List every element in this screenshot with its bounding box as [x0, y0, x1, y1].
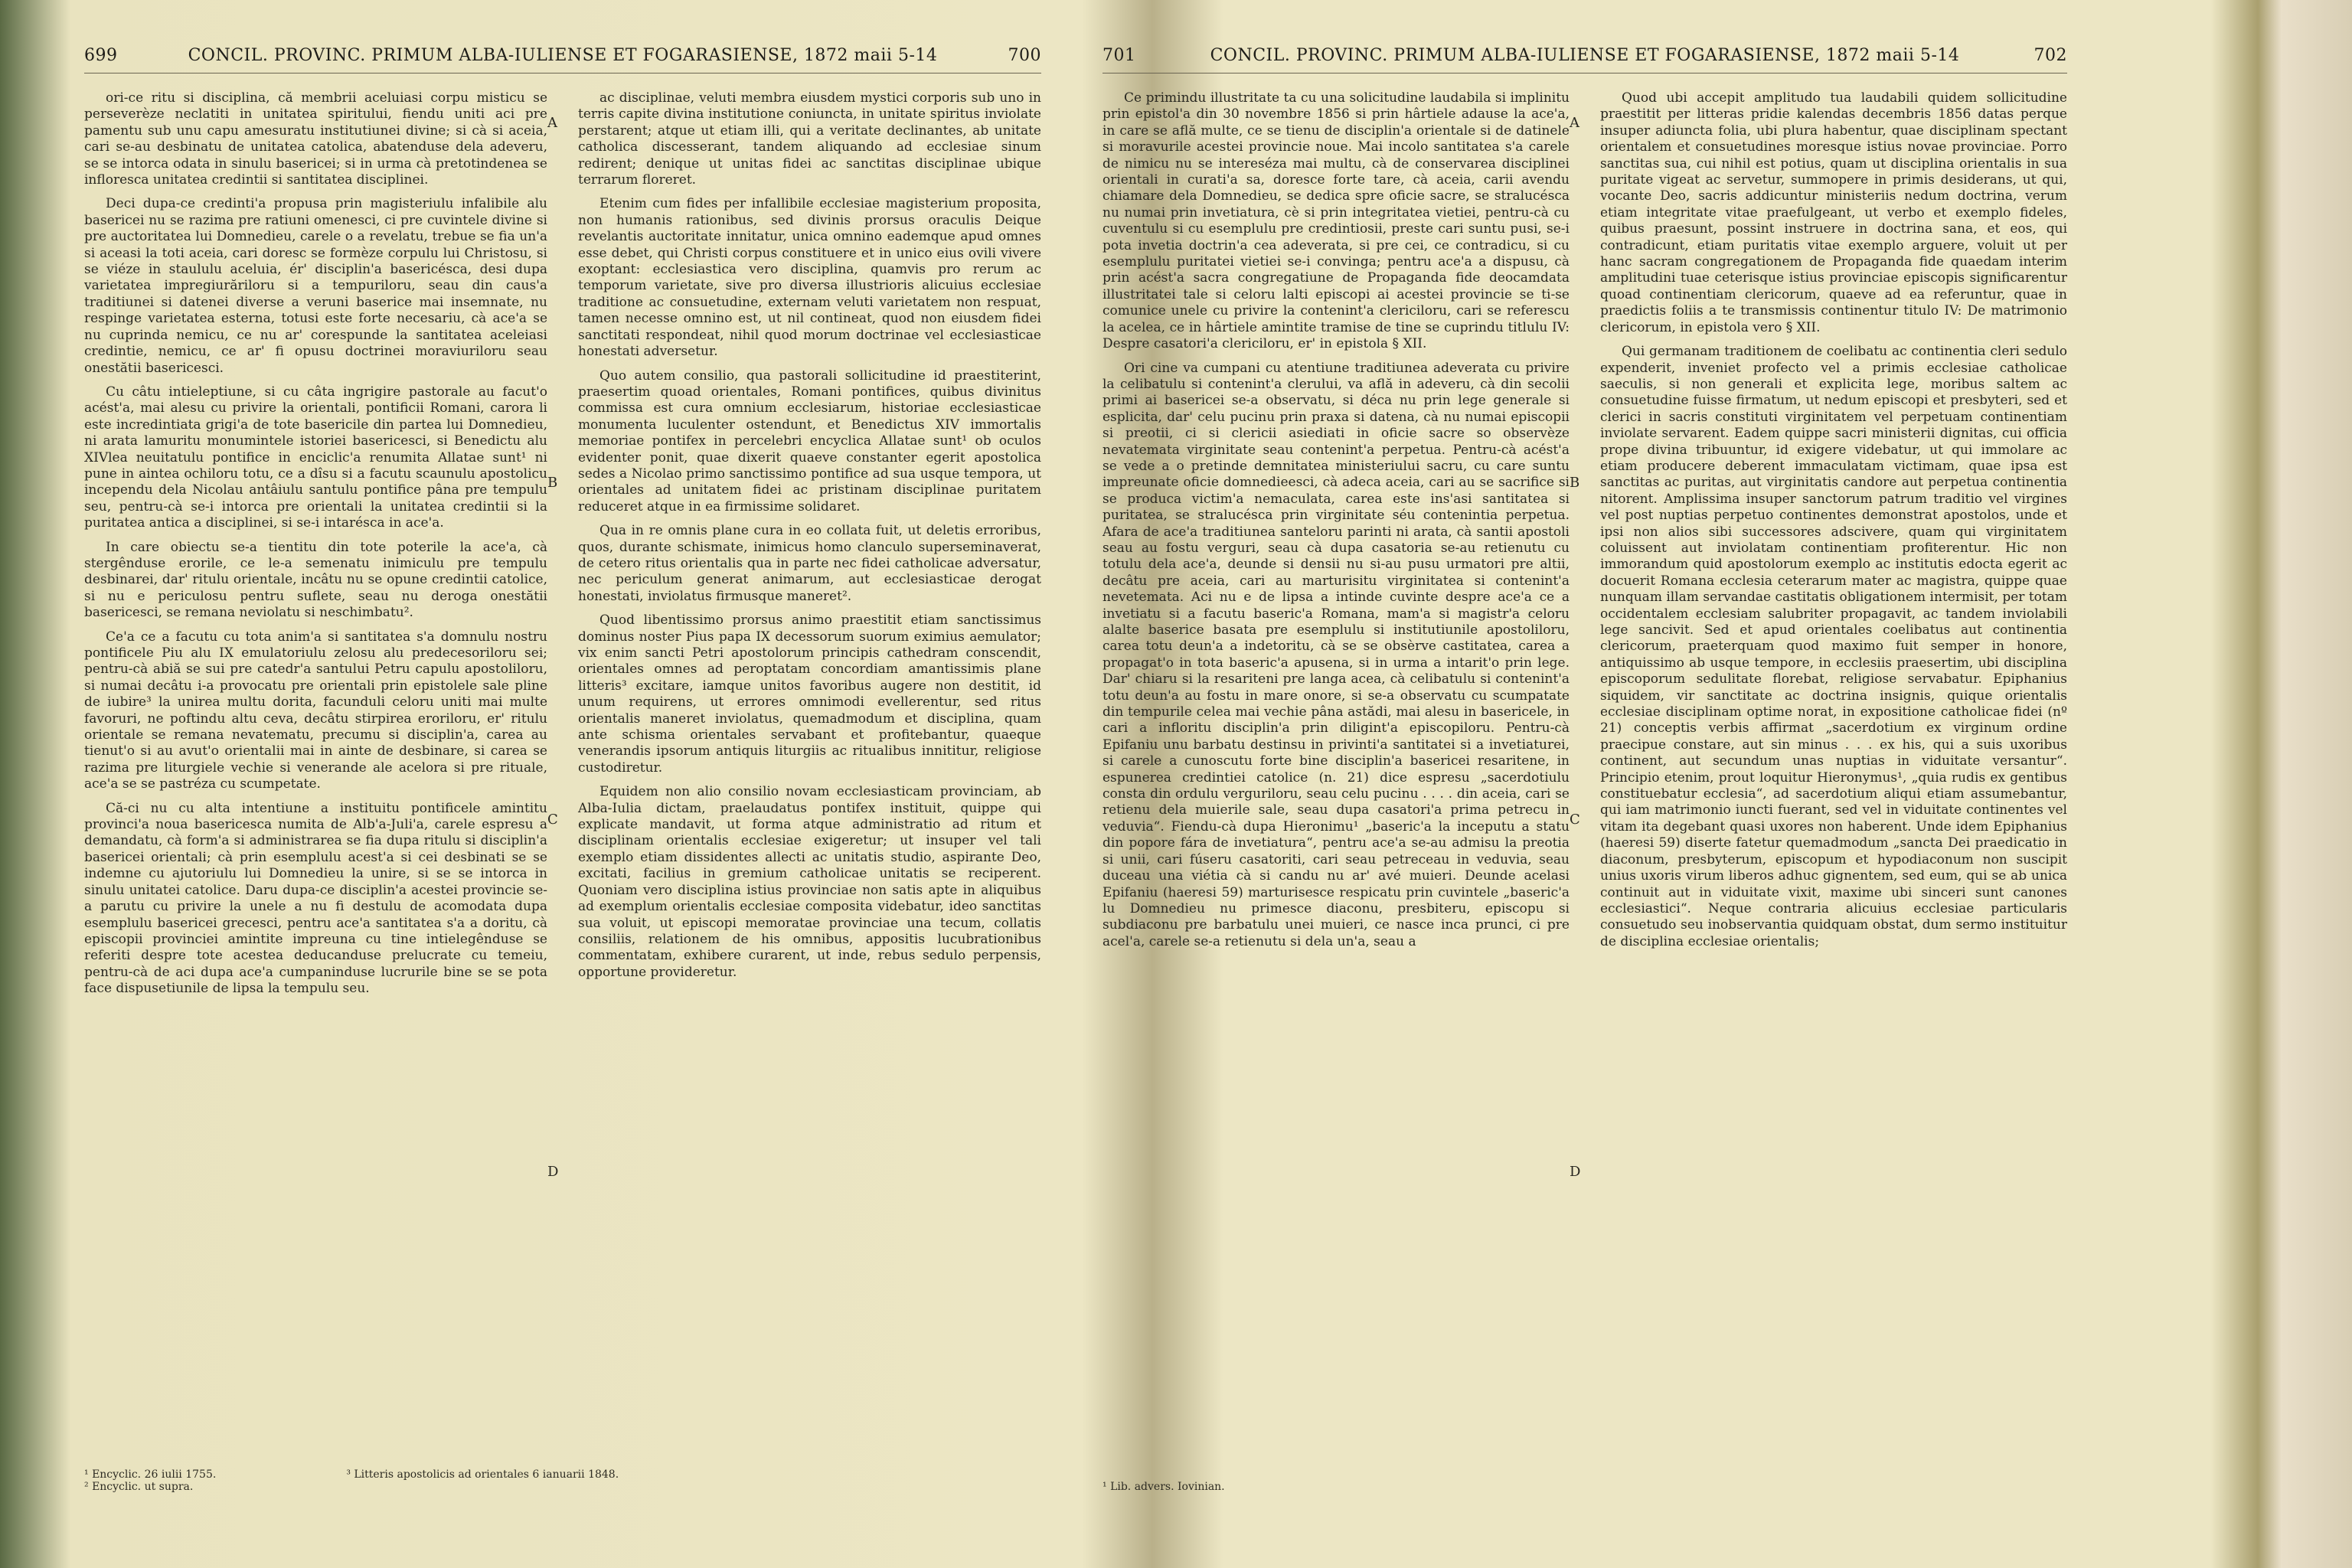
margin-letter: A: [1570, 115, 1579, 131]
paragraph: Ce primindu illustritate ta cu una solicitudine laudabila si implinitu prin epistol'a din 30 novembre 1856 si prin hârtiele adause la ace'a, in care se află multe, ce se tienu de disciplin'a orientale si de datinele si moravurile acestei provincie noue. Mai incolo santitatea s'a carele de nimicu nu se intereséza mai multu, cà de conservarea disciplinei orientali in curati'a sa, doresce forte tare, cà aceia, carii avendu chiamare dela Domnedieu, se dedica spre oficie sacre, se stralucésca nu numai prin invetiatura, cè si prin integritatea vietiei, pentru-cà cu cuventulu si cu esemplulu pre credintiosii, preste cari suntu pusi, se-i pota invetia doctrin'a cea adeverata, si pre cei, ce contradicu, si cu esemplulu puritatei vietiei se-i convinga; pentru ace'a a dispusu, cà prin acést'a sacra congregatiune de Propaganda fide deocamdata illustritatei tale si celoru lalti episcopi ai acestei provincie se ti-se comunice unele cu privire la contenint'a clericiloru, cari se referescu la acelea, ce in hârtiele amintite tramise de tine se cuprindu titlulu IV: Despre casatori'a clericiloru, er' in epistola § XII.: [1102, 90, 1570, 352]
footnote: ² Encyclic. ut supra.: [84, 1481, 194, 1493]
latin-column: [1600, 90, 2067, 958]
margin-letter: C: [547, 812, 558, 828]
footnote: ¹ Encyclic. 26 iulii 1755.: [84, 1468, 217, 1481]
latin-column: [578, 90, 1041, 1005]
page-number: 702: [2034, 46, 2067, 65]
page-number: 700: [1008, 46, 1041, 65]
left-columns: [84, 90, 1041, 1005]
footnote: ³ Litteris apostolicis ad orientales 6 ianuarii 1848.: [346, 1468, 619, 1481]
margin-letter: B: [1570, 475, 1580, 491]
page-number: 701: [1102, 46, 1136, 65]
footnotes: [84, 1468, 619, 1493]
margin-letter: D: [1570, 1164, 1581, 1180]
paragraph: Equidem non alio consilio novam ecclesiasticam provinciam, ab Alba-Iulia dictam, praelaudatus pontifex instituit, quippe qui explicate mandavit, ut forma atque administratio ad ritum et disciplinam orientalis ecclesiae exigeretur; ut insuper vel tali exemplo etiam dissidentes allecti ac unitatis studio, aspirante Deo, excitati, facilius in gremium catholicae unitatis se reciperent. Quoniam vero disciplina istius provinciae non satis apte in aliquibus ad exemplum orientalis ecclesiae composita videbatur, ideo sanctitas sua voluit, ut episcopi memoratae provinciae una tecum, collatis consiliis, relationem de his omnibus, appositis lucubrationibus commentatam, exhibere curarent, ut inde, rebus sedulo perpensis, opportune provideretur.: [578, 784, 1041, 980]
paragraph: Etenim cum fides per infallibile ecclesiae magisterium proposita, non humanis rationibus, sed divinis prorsus oraculis Deique revelantis auctoritate innitatur, unica omnino eademque apud omnes esse debet, qui Christi corpus constituere et in unico eius ovili vivere exoptant: ecclesiastica vero disciplina, quamvis pro rerum ac temporum varietate, sive pro diversa illustrioris alicuius ecclesiae traditione ac consuetudine, externam veluti varietatem non respuat, tamen necesse omnino est, ut nil contineat, quod non eiusdem fidei sanctitati respondeat, nihil quod morum doctrinae vel ecclesiasticae honestati adversetur.: [578, 196, 1041, 360]
paragraph: In care obiectu se-a tientitu din tote poterile la ace'a, cà stergênduse erorile, ce le-a semenatu inimiculu pre tempulu desbinarei, dar' ritulu orientale, incâtu nu se opune credintii catolice, si nu e periculosu pentru suflete, seau nu deroga onestătii basericesci, se remana neviolatu si neschimbatu².: [84, 539, 547, 621]
margin-letter: A: [547, 115, 557, 131]
paragraph: Că-ci nu cu alta intentiune a instituitu pontificele amintitu provinci'a noua basericesca numita de Alb'a-Juli'a, carele espresu a demandatu, cà form'a si administrarea se fia dupa ritulu si disciplin'a basericei orientali; cà prin esemplulu acest'a si cei desbinati se se indemne cu ajutoriulu lui Domnedieu la unire, si se se intorca in sinulu unitatei catolice. Daru dupa-ce disciplin'a acestei provincie se-a parutu cu privire la unele a nu fi destulu de acomodata dupa esemplulu basericei grecesci, pentru ace'a santitatea s'a a doritu, cà episcopii provinciei amintite impreuna cu tine intielegênduse se referiti despre tote acestea deducanduse prelucrate cu temeiu, pentru-cà de aci dupa ace'a cumpaninduse lucrurile bine se se pota face dispusetiunile de lipsa la tempulu seu.: [84, 800, 547, 997]
left-running-head: [84, 46, 1041, 74]
paragraph: Cu câtu intieleptiune, si cu câta ingrigire pastorale au facut'o acést'a, mai alesu cu privire la orientali, pontificii Romani, carora li este incredintiata grigi'a de tote basericile din partea lui Domnedieu, ni arata lamuritu monumintele istoriei basericesci, si Benedictu alu XIVlea neuitatulu pontifice in enciclic'a renumita Allatae sunt¹ ni pune in aintea ochiloru totu, ce a dîsu si a facutu scaunulu apostolicu incependu dela Nicolau antâiulu santulu pontifice pâna pre tempulu seu, pentru-cà se-i intorca pre orientali la unitatea credintii si la puritatea antica a disciplinei, si se-i intarésca in ace'a.: [84, 384, 547, 531]
paragraph: Quod ubi accepit amplitudo tua laudabili quidem sollicitudine praestitit per litteras pridie kalendas decembris 1856 datas perque insuper adiuncta folia, ubi plura habentur, quae disciplinam spectant orientalem et consuetudines moresque istius novae provinciae. Porro sanctitas sua, cui nihil est potius, quam ut disciplina orientalis in sua puritate vigeat ac servetur, summopere in primis desiderans, ut qui, vocante Deo, sacris addicuntur ministeriis nedum doctrina, verum etiam integritate vitae praefulgeant, ut verbo et exemplo fideles, quibus praesunt, possint instruere in doctrina sana, et eos, qui contradicunt, etiam puritatis vitae exemplo arguere, voluit ut per hanc sacram congregationem de Propaganda fide quaedam interim amplitudini tuae ceterisque istius provinciae episcopis significarentur quoad continentiam clericorum, quaeve ad ea referuntur, quae in praedictis foliis a te transmissis continentur titulo IV: De matrimonio clericorum, in epistola vero § XII.: [1600, 90, 2067, 335]
paragraph: Quod libentissimo prorsus animo praestitit etiam sanctissimus dominus noster Pius papa IX decessorum suorum eximius aemulator; vix enim sancti Petri apostolorum principis cathedram conscendit, orientales omnes ad peroptatam concordiam amantissimis plane litteris³ excitare, iamque unitos favoribus augere non destitit, id unum requirens, ut errores omnimodi evellerentur, sed ritus orientalis maneret inviolatus, quemadmodum et disciplina, quam ante schisma orientales servabant et profitebantur, quaeque venerandis ipsorum antiquis liturgiis ac ritualibus innititur, religiose custodiretur.: [578, 612, 1041, 776]
running-title: CONCIL. PROVINC. PRIMUM ALBA-IULIENSE ET FOGARASIENSE, 1872 maii 5-14: [188, 46, 938, 65]
paragraph: Qui germanam traditionem de coelibatu ac continentia cleri sedulo expenderit, inveniet profecto vel a primis ecclesiae catholicae saeculis, si non generali et explicita lege, moribus saltem ac consuetudine fuisse firmatum, ut nedum episcopi et presbyteri, sed et clerici in sacris constituti virginitatem vel perpetuam continentiam inviolate servarent. Eadem quippe sacri ministerii dignitas, cui officia prope divina tribuuntur, id exigere videbatur, ut qui immolare ac etiam producere deberent immaculatam victimam, quae ipsa est sanctitas ac puritas, aut virginitatis candore aut perpetua continentia nitorent. Amplissima insuper sanctorum patrum traditio vel virgines vel post nuptias perpetuo continentes demonstrat apostolos, unde et ipsi non alios sibi successores adscivere, quam qui virginitatem coluissent aut inviolatam continentiam profiterentur. Hic non immorandum quid apostolorum exemplo ac institutis edocta egerit ac docuerit Romana ecclesia ceterarum mater ac magistra, quippe quae nunquam illam servandae castitatis obligationem intermisit, per totam occidentalem ecclesiam salubriter propagavit, ac tandem inviolabili lege sancivit. Sed et apud orientales coelibatus aut continentia clericorum, praeterquam quod maximo fuit semper in honore, antiquissimo ab usque tempore, in ecclesiis praesertim, ubi disciplina episcoporum sedulitate florebat, religiose servabatur. Epiphanius siquidem, vir sanctitate ac doctrina insignis, quique orientalis ecclesiae disciplinam optime norat, in expositione catholicae fidei (nº 21) conceptis verbis affirmat „sacerdotium ex virginum ordine praecipue constare, aut sin minus . . . ex his, qui a suis uxoribus continent, aut secundum unas nuptias in viduitate versantur“. Principio etenim, prout loquitur Hieronymus¹, „quia rudis ex gentibus constituebatur ecclesia“, ad sacerdotium aliqui etiam assumebantur, qui iam matrimonio iuncti fuerant, sed vel in viduitate continentes vel vitam ita degebant quasi uxores non haberent. Unde idem Epiphanius (haeresi 59) diserte fatetur quemadmodum „sancta Dei praedicatio in diaconum, presbyterum, episcopum et hypodiaconum non suscipit unius uxoris virum liberos adhuc gignentem, sed eum, qui se ab unica continuit aut in viduitate vixit, maxime ubi sinceri sunt canones ecclesiastici“. Neque contraria alicuius ecclesiae particularis consuetudo seu inobservantia quidquam obstat, dum sermo instituitur de disciplina ecclesiae orientalis;: [1600, 344, 2067, 949]
footnote: ¹ Lib. advers. Iovinian.: [1102, 1481, 1225, 1493]
romanian-column: [1102, 90, 1570, 958]
page-number: 699: [84, 46, 118, 65]
paragraph: Ori cine va cumpani cu atentiune traditiunea adeverata cu privire la celibatulu si contenint'a clerului, va află in adeveru, cà din secolii primi ai basericei se-a observatu, si déca nu prin lege generale si esplicita, dar' celu pucinu prin praxa si datena, cà nu numai episcopii si preotii, ci si clericii asiediati in oficie sacre so observèze nevatemata virginitate seau contenint'a perpetua. Pentru-cà acést'a se vede a o pretinde demnitatea ministeriului sacru, cu care suntu impreunate oficie domnedieesci, cà adeca aceia, cari au se sacrifice si se produca victim'a nemaculata, carea este ins'asi santitatea si puritatea, se stralucésca prin virginitate séu contenintia perpetua. Afara de ace'a traditiunea santeloru parinti ni arata, cà santii apostoli seau au fostu verguri, seau cà dupa casatoria se-au retienutu cu totulu dela ace'a, deunde si densii nu si-au pusu urmatori pre altii, decâtu pre aceia, cari au marturisitu virginitatea si contenint'a nevetemata. Aci nu e de lipsa a intinde cuvinte despre ace'a ce a invetiatu si a facutu baseric'a Romana, mam'a si magistr'a celoru alalte baserice basata pre esemplulu si institutiunile apostoliloru, carea totu deun'a a indetoritu, cà se se obsèrve castitatea, carea a propagat'o in tota baseric'a apusena, si in urma a intarit'o prin lege. Dar' chiaru si la resariteni pre langa acea, cà celibatulu si contenint'a totu deun'a au fostu in mare onore, si se-a observatu cu scumpatate din tempurile celea mai vechie pâna astădi, mai alesu in basericele, in cari a infloritu disciplin'a prin diligint'a episcopiloru. Pentru-cà Epifaniu unu barbatu destinsu in privinti'a santitatei si a invetiaturei, si carele a cunoscutu forte bine disciplin'a basericei resaritene, in espunerea credintiei catolice (n. 21) dice espresu „sacerdotiulu consta din ordulu verguriloru, seau celu pucinu . . . . din aceia, cari se retienu dela muierile sale, seau dupa casatori'a prima petrecu in veduvia“. Fiendu-cà dupa Hieronimu¹ „baseric'a la inceputu a statu din popore fára de invetiatura“, pentru ace'a se-au admisu la preotia si unii, cari fúseru casatoriti, cari seau petreceau in veduvia, seau duceau una viétia cà si candu nu ar' avé muieri. Deunde acelasi Epifaniu (haeresi 59) marturisesce respicatu prin cuvintele „baseric'a lu Domnedieu nu primesce diaconu, presbiteru, episcopu si subdiaconu pre barbatulu unei muieri, ce nasce inca prunci, ci pre acel'a, carele se-a retienutu si dela un'a, seau a: [1102, 360, 1570, 949]
paragraph: ori-ce ritu si disciplina, că membrii aceluiasi corpu misticu se perseverèze neclatiti in unitatea spiritului, fiendu uniti aci pre pamentu sub unu capu amesuratu institutiunei divine; si cà si aceia, cari se-au desbinatu de unitatea catolica, abatenduse dela adeveru, se se intorca odata in sinulu basericei; si in urma cà pretotindenea se infloresca unitatea credintii si santitatea disciplinei.: [84, 90, 547, 188]
paragraph: ac disciplinae, veluti membra eiusdem mystici corporis sub uno in terris capite divina institutione coniuncta, in unitate spiritus inviolate perstarent; atque ut etiam illi, qui a veritate declinantes, ab unitate catholica discesserant, tandem aliquando ad ecclesiae sinum redirent; denique ut unitas fidei ac sanctitas disciplinae ubique terrarum floreret.: [578, 90, 1041, 188]
margin-letter: D: [547, 1164, 559, 1180]
paragraph: Deci dupa-ce credinti'a propusa prin magisteriulu infalibile alu basericei nu se razima pre ratiuni omenesci, ci pre cuvintele divine si pre auctoritatea lui Domnedieu, carele o a revelatu, trebue se fia un'a si aceasi la toti aceia, cari doresc se formèze corpulu lui Christosu, si se viéze in staululu aceluia, ér' disciplin'a basericésca, desi dupa varietatea impregiurăriloru si a tempuriloru, seau din caus'a traditiunei si datenei diverse a veruni baserice mai insemnate, nu respinge varietatea esterna, totusi este forte necesariu, cà ace'a se nu cuprinda nemicu, ce nu ar' corespunde la santitatea aceleiasi credintie, nemicu, ce ar' fi opusu doctrinei moraviuriloru seau onestătii basericesci.: [84, 196, 547, 376]
paragraph: Qua in re omnis plane cura in eo collata fuit, ut deletis erroribus, quos, durante schismate, inimicus homo clanculo superseminaverat, de cetero ritus orientalis qua in parte nec fidei catholicae adversatur, nec periculum generat animarum, aut ecclesiasticae derogat honestati, inviolatus firmusque maneret².: [578, 523, 1041, 604]
paragraph: Ce'a ce a facutu cu tota anim'a si santitatea s'a domnulu nostru pontificele Piu alu IX emulatoriulu zelosu alu predecesoriloru sei; pentru-cà abiă se sui pre catedr'a santului Petru capulu apostoliloru, si numai decâtu i-a provocatu pre orientali prin epistolele sale pline de iubire³ la unirea multu dorita, facunduli celoru uniti mai multe favoruri, ne poftindu altu ceva, decâtu stirpirea eroriloru, er' ritulu orientale se remana nevatematu, precumu si disciplin'a, carea au tienut'o si au avut'o orientalii mai in ainte de desbinare, si carea se razima pre liturgiele vechie si venerande ale acelora si pre rituale, ace'a se se pastréza cu scumpetate.: [84, 629, 547, 792]
romanian-column: [84, 90, 547, 1005]
footnotes: [1102, 1481, 1225, 1493]
margin-letter: B: [547, 475, 558, 491]
paragraph: Quo autem consilio, qua pastorali sollicitudine id praestiterint, praesertim quoad orientales, Romani pontifices, quibus divinitus commissa est cura omnium ecclesiarum, historiae ecclesiasticae monumenta luculenter ostendunt, et Benedictus XIV immortalis memoriae pontifex in percelebri encyclica Allatae sunt¹ ob oculos evidenter ponit, quae dixerit quaeve constanter egerit apostolica sedes a Nicolao primo sanctissimo pontifice ad sua usque tempora, ut orientales ad unitatem fidei ac pristinam disciplinae puritatem reduceret atque in ea firmissime solidaret.: [578, 368, 1041, 514]
right-columns: [1102, 90, 2067, 958]
left-page: [84, 46, 1041, 1547]
running-title: CONCIL. PROVINC. PRIMUM ALBA-IULIENSE ET FOGARASIENSE, 1872 maii 5-14: [1210, 46, 1960, 65]
margin-letter: C: [1570, 812, 1580, 828]
right-page: [1102, 46, 2067, 1547]
right-running-head: [1102, 46, 2067, 74]
